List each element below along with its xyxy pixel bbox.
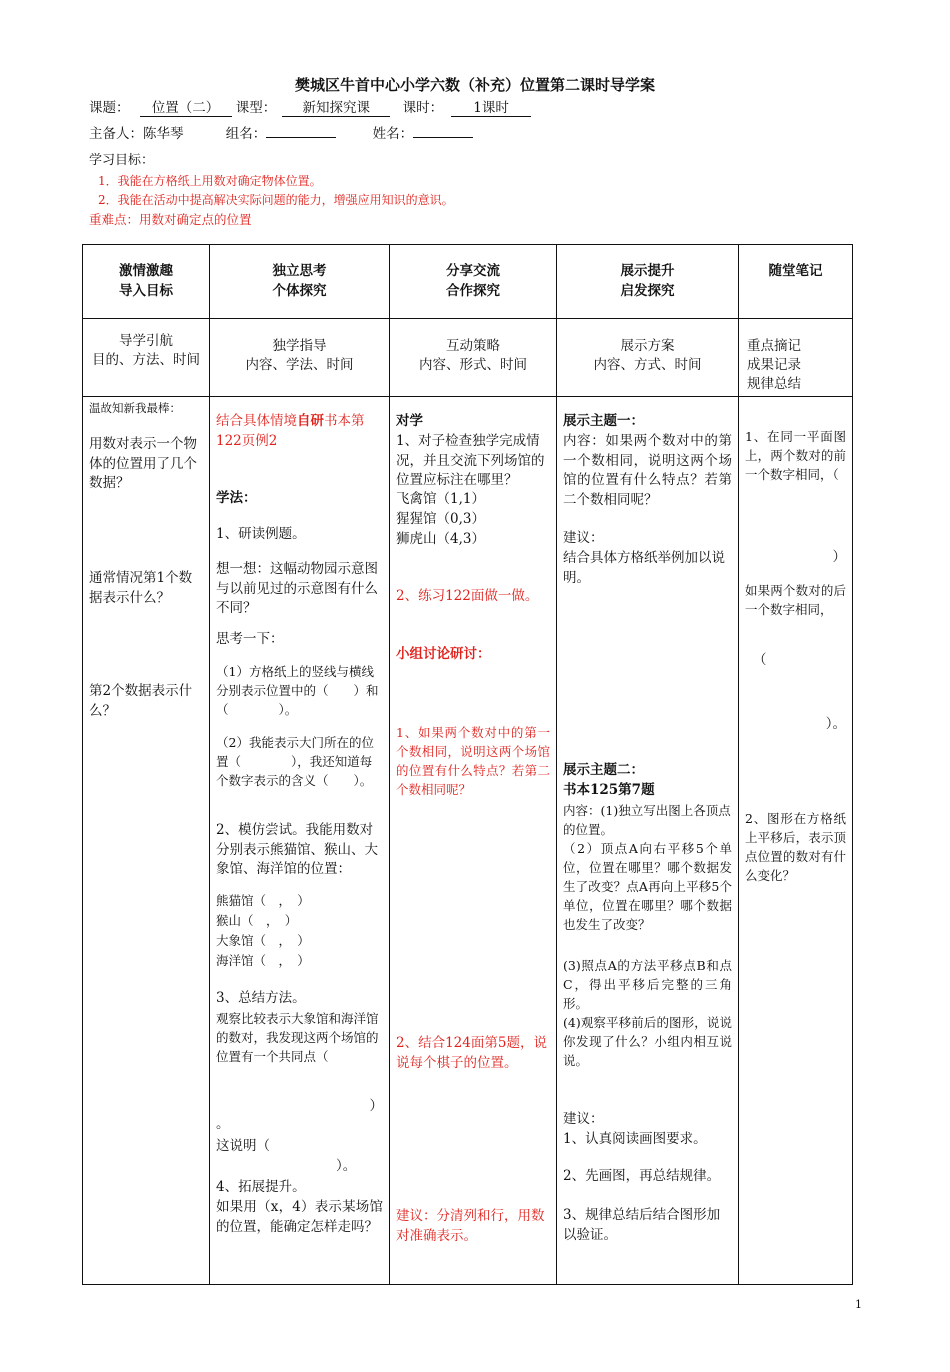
type-value: 新知探究课	[282, 101, 390, 117]
step-text: （2）我能表示大门所在的位置（ ），我还知道每个数字表示的含义（ ）。	[216, 735, 374, 788]
subheader-cell: 重点摘记 成果记录 规律总结	[739, 319, 853, 397]
pair-study-cell	[390, 397, 557, 1285]
suggestion-item: 2、先画图，再总结规律。	[563, 1168, 721, 1184]
pair-heading: 对学	[396, 413, 423, 429]
note-text: 如果两个数对的后一个数字相同，	[745, 583, 846, 617]
warmup-question: 用数对表示一个物体的位置用了几个数据？	[89, 436, 197, 491]
group-heading: 小组讨论研讨：	[396, 646, 491, 662]
venue-coord: 猩猩馆（0,3）	[396, 511, 485, 527]
header-cell: 随堂笔记	[739, 245, 853, 319]
lesson-plan-table	[82, 244, 853, 1285]
period: 。	[216, 1116, 230, 1132]
exercise-text: 2、练习122面做一做。	[396, 588, 539, 604]
preparer-value: 陈华琴	[143, 126, 184, 142]
pair-text: 1、对子检查独学完成情况，并且交流下列场馆的位置应标注在哪里？	[396, 433, 545, 488]
blank-close: ）。	[336, 1158, 357, 1174]
group-question: 2、结合124面第5题，说说每个棋子的位置。	[396, 1035, 547, 1071]
step-text: 2、模仿尝试。我能用数对分别表示熊猫馆、猴山、大象馆、海洋馆的位置：	[216, 822, 378, 877]
warmup-cell	[83, 397, 210, 1285]
venue-coord: 狮虎山（4,3）	[396, 531, 485, 547]
method-heading: 学法：	[216, 490, 257, 506]
blank-close: ）。	[825, 716, 846, 732]
theme-heading: 展示主题二：	[563, 762, 644, 778]
step-text: 观察比较表示大象馆和海洋馆的数对，我发现这两个场馆的位置有一个共同点（	[216, 1011, 379, 1064]
warmup-intro: 温故知新我最棒：	[89, 401, 181, 415]
theme-heading: 展示主题一：	[563, 413, 644, 429]
lesson-info-line	[89, 96, 531, 117]
venue-blank: 海洋馆（ ， ）	[216, 953, 310, 968]
presentation-cell	[557, 397, 739, 1285]
suggestion-item: 1、认真阅读画图要求。	[563, 1131, 707, 1147]
suggestion-item: 3、规律总结后结合图形加以验证。	[563, 1207, 721, 1243]
blank-close: ）	[369, 1098, 383, 1114]
step-text: 3、总结方法。	[216, 990, 306, 1006]
goal-item: 1．我能在方格纸上用数对确定物体位置。	[98, 174, 322, 188]
subheader-row	[83, 319, 853, 397]
header-cell: 激情激趣 导入目标	[83, 245, 210, 319]
group-blank	[266, 137, 336, 138]
venue-blank: 大象馆（ ， ）	[216, 933, 310, 948]
venue-blank: 熊猫馆（ ， ）	[216, 893, 310, 908]
venue-coord: 飞禽馆（1,1）	[396, 491, 485, 507]
topic-value: 位置（二）	[140, 101, 232, 117]
self-study-lead: 结合具体情境自研书本第122页例2	[216, 413, 365, 449]
note-text: 2、图形在方格纸上平移后，表示顶点位置的数对有什么变化？	[745, 811, 846, 883]
theme-text: 内容：如果两个数对中的第一个数相同，说明这两个场馆的位置有什么特点？若第二个数相同呢？	[563, 433, 732, 508]
hours-label: 课时：	[402, 100, 444, 116]
suggestion-text: 结合具体方格纸举例加以说明。	[563, 550, 725, 586]
preparer-line	[89, 122, 473, 142]
step-text: 想一想：这幅动物园示意图与以前见过的示意图有什么不同？	[216, 561, 378, 616]
step-text: 1、研读例题。	[216, 526, 306, 542]
notes-cell	[739, 397, 853, 1285]
step-text: 思考一下：	[216, 631, 284, 647]
step-text: （1）方格纸上的竖线与横线分别表示位置中的（ ）和（ ）。	[216, 664, 379, 717]
group-question: 1、如果两个数对中的第一个数相同，说明这两个场馆的位置有什么特点？若第二个数相同呢？	[396, 725, 550, 797]
group-label: 组名：	[225, 126, 267, 142]
group-tip: 建议：分清列和行，用数对准确表示。	[396, 1208, 545, 1244]
blank-close: ）	[832, 549, 846, 565]
theme-text: 内容：(1)独立写出图上各顶点的位置。	[563, 803, 731, 837]
topic-label: 课题：	[89, 100, 130, 116]
header-cell: 分享交流 合作探究	[390, 245, 557, 319]
doc-title: 樊城区牛首中心小学六数（补充）位置第二课时导学案	[294, 76, 655, 94]
name-blank	[413, 137, 473, 138]
warmup-question: 通常情况第1个数据表示什么？	[89, 570, 193, 606]
subheader-cell: 独学指导 内容、学法、时间	[210, 319, 390, 397]
theme-text: (3)照点A的方法平移点B和点C，得出平移后完整的三角形。	[563, 958, 732, 1011]
step-text: 4、拓展提升。	[216, 1179, 306, 1195]
subheader-cell: 展示方案 内容、方式、时间	[557, 319, 739, 397]
suggestion-label: 建议：	[563, 1111, 604, 1127]
hours-value: 1课时	[451, 101, 531, 117]
theme-text: （2）顶点A向右平移5个单位，位置在哪里？哪个数据发生了改变？点A再向上平移5个单位，位置在哪里？哪个数据也发生了改变？	[563, 841, 732, 932]
blank-open: （	[753, 652, 767, 668]
self-study-cell	[210, 397, 390, 1285]
keypoint: 重难点：用数对确定点的位置	[89, 212, 252, 227]
theme-ref: 书本125第7题	[563, 782, 655, 798]
header-row	[83, 245, 853, 319]
name-label: 姓名：	[372, 126, 414, 142]
preparer-label: 主备人：	[89, 126, 143, 142]
step-text: 这说明（	[216, 1138, 270, 1154]
goals-label: 学习目标：	[89, 153, 155, 168]
goal-item: 2．我能在活动中提高解决实际问题的能力，增强应用知识的意识。	[98, 193, 454, 207]
subheader-cell: 互动策略 内容、形式、时间	[390, 319, 557, 397]
step-text: 如果用（x，4）表示某场馆的位置，能确定怎样走吗？	[216, 1199, 383, 1235]
content-row	[83, 397, 853, 1285]
theme-text: (4)观察平移前后的图形，说说你发现了什么？小组内相互说说。	[563, 1015, 732, 1068]
subheader-cell: 导学引航 目的、方法、时间	[83, 319, 210, 397]
venue-blank: 猴山（ ， ）	[216, 913, 298, 928]
page-number: 1	[855, 1298, 862, 1311]
suggestion-label: 建议：	[563, 530, 604, 546]
warmup-question: 第2个数据表示什么？	[89, 683, 193, 719]
header-cell: 独立思考 个体探究	[210, 245, 390, 319]
note-text: 1、在同一平面图上，两个数对的前一个数字相同，（	[745, 429, 846, 482]
type-label: 课型：	[235, 100, 277, 116]
header-cell: 展示提升 启发探究	[557, 245, 739, 319]
